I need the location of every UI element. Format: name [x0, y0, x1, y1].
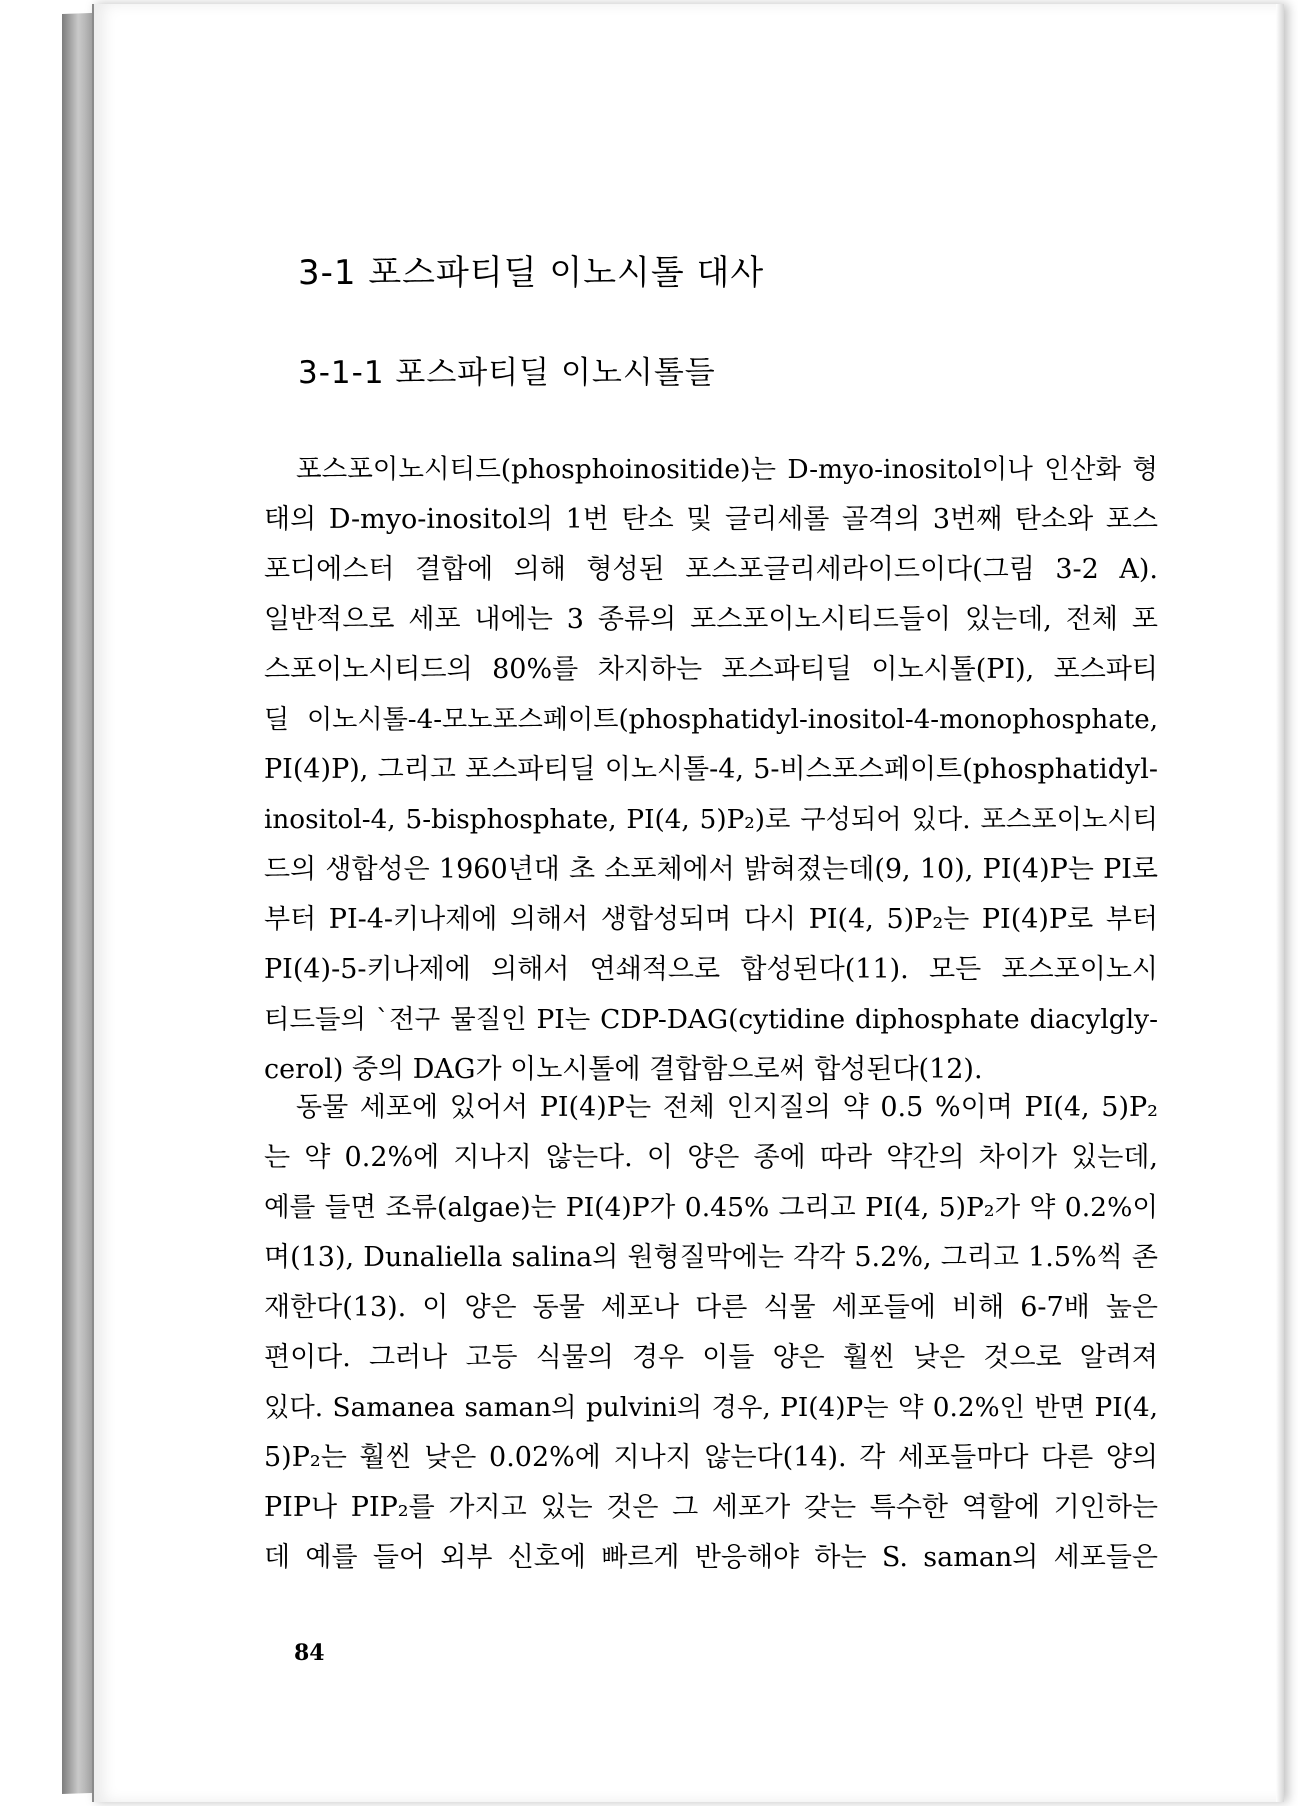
text-line: 드의 생합성은 1960년대 초 소포체에서 밝혀졌는데(9, 10), PI(4)P는 PI로 — [264, 854, 1158, 885]
text-line: 부터 PI-4-키나제에 의해서 생합성되며 다시 PI(4, 5)P₂는 PI(4)P로 부터 — [264, 904, 1158, 935]
paragraph-2 — [264, 1083, 1158, 1583]
text-line: 티드들의 `전구 물질인 PI는 CDP-DAG(cytidine diphosphate diacylgly- — [264, 1004, 1158, 1035]
text-line: 딜 이노시톨-4-모노포스페이트(phosphatidyl-inositol-4-monophosphate, — [264, 705, 1158, 735]
text-line: 예를 들면 조류(algae)는 PI(4)P가 0.45% 그리고 PI(4, 5)P₂가 약 0.2%이 — [264, 1192, 1158, 1223]
text-line: 편이다. 그러나 고등 식물의 경우 이들 양은 훨씬 낮은 것으로 알려져 — [264, 1342, 1158, 1373]
text-line: 포디에스터 결합에 의해 형성된 포스포글리세라이드이다(그림 3-2 A). — [264, 554, 1158, 585]
page-edge — [1276, 4, 1284, 1802]
text-line: 스포이노시티드의 80%를 차지하는 포스파티딜 이노시톨(PI), 포스파티 — [264, 654, 1158, 685]
text-line: inositol-4, 5-bisphosphate, PI(4, 5)P₂)로 구성되어 있다. 포스포이노시티 — [264, 805, 1158, 835]
text-line: 데 예를 들어 외부 신호에 빠르게 반응해야 하는 S. saman의 세포들은 — [264, 1542, 1158, 1573]
text-line: 재한다(13). 이 양은 동물 세포나 다른 식물 세포들에 비해 6-7배 높은 — [264, 1292, 1158, 1323]
text-line: PIP나 PIP₂를 가지고 있는 것은 그 세포가 갖는 특수한 역할에 기인하는 — [264, 1492, 1158, 1523]
subsection-title: 3-1-1 포스파티딜 이노시톨들 — [298, 355, 716, 391]
text-line: 일반적으로 세포 내에는 3 종류의 포스포이노시티드들이 있는데, 전체 포 — [264, 604, 1158, 635]
section-title: 3-1 포스파티딜 이노시톨 대사 — [298, 253, 765, 293]
text-line: cerol) 중의 DAG가 이노시톨에 결합함으로써 합성된다(12). — [264, 1054, 983, 1085]
paragraph-1 — [264, 445, 1158, 1095]
text-line: 5)P₂는 훨씬 낮은 0.02%에 지나지 않는다(14). 각 세포들마다 다른 양의 — [264, 1442, 1158, 1473]
text-line: 동물 세포에 있어서 PI(4)P는 전체 인지질의 약 0.5 %이며 PI(4, 5)P₂ — [296, 1092, 1158, 1123]
page-number: 84 — [294, 1640, 325, 1666]
text-line: 는 약 0.2%에 지나지 않는다. 이 양은 종에 따라 약간의 차이가 있는데, — [264, 1142, 1158, 1173]
text-line: 포스포이노시티드(phosphoinositide)는 D-myo-inositol이나 인산화 형 — [296, 454, 1158, 485]
text-line: PI(4)P), 그리고 포스파티딜 이노시톨-4, 5-비스포스페이트(phosphatidyl- — [264, 754, 1158, 785]
text-line: PI(4)-5-키나제에 의해서 연쇄적으로 합성된다(11). 모든 포스포이노시 — [264, 954, 1158, 985]
text-line: 있다. Samanea saman의 pulvini의 경우, PI(4)P는 약 0.2%인 반면 PI(4, — [264, 1393, 1158, 1423]
text-line: 태의 D-myo-inositol의 1번 탄소 및 글리세롤 골격의 3번째 탄소와 포스 — [264, 504, 1158, 535]
text-line: 며(13), Dunaliella salina의 원형질막에는 각각 5.2%, 그리고 1.5%씩 존 — [264, 1242, 1158, 1273]
